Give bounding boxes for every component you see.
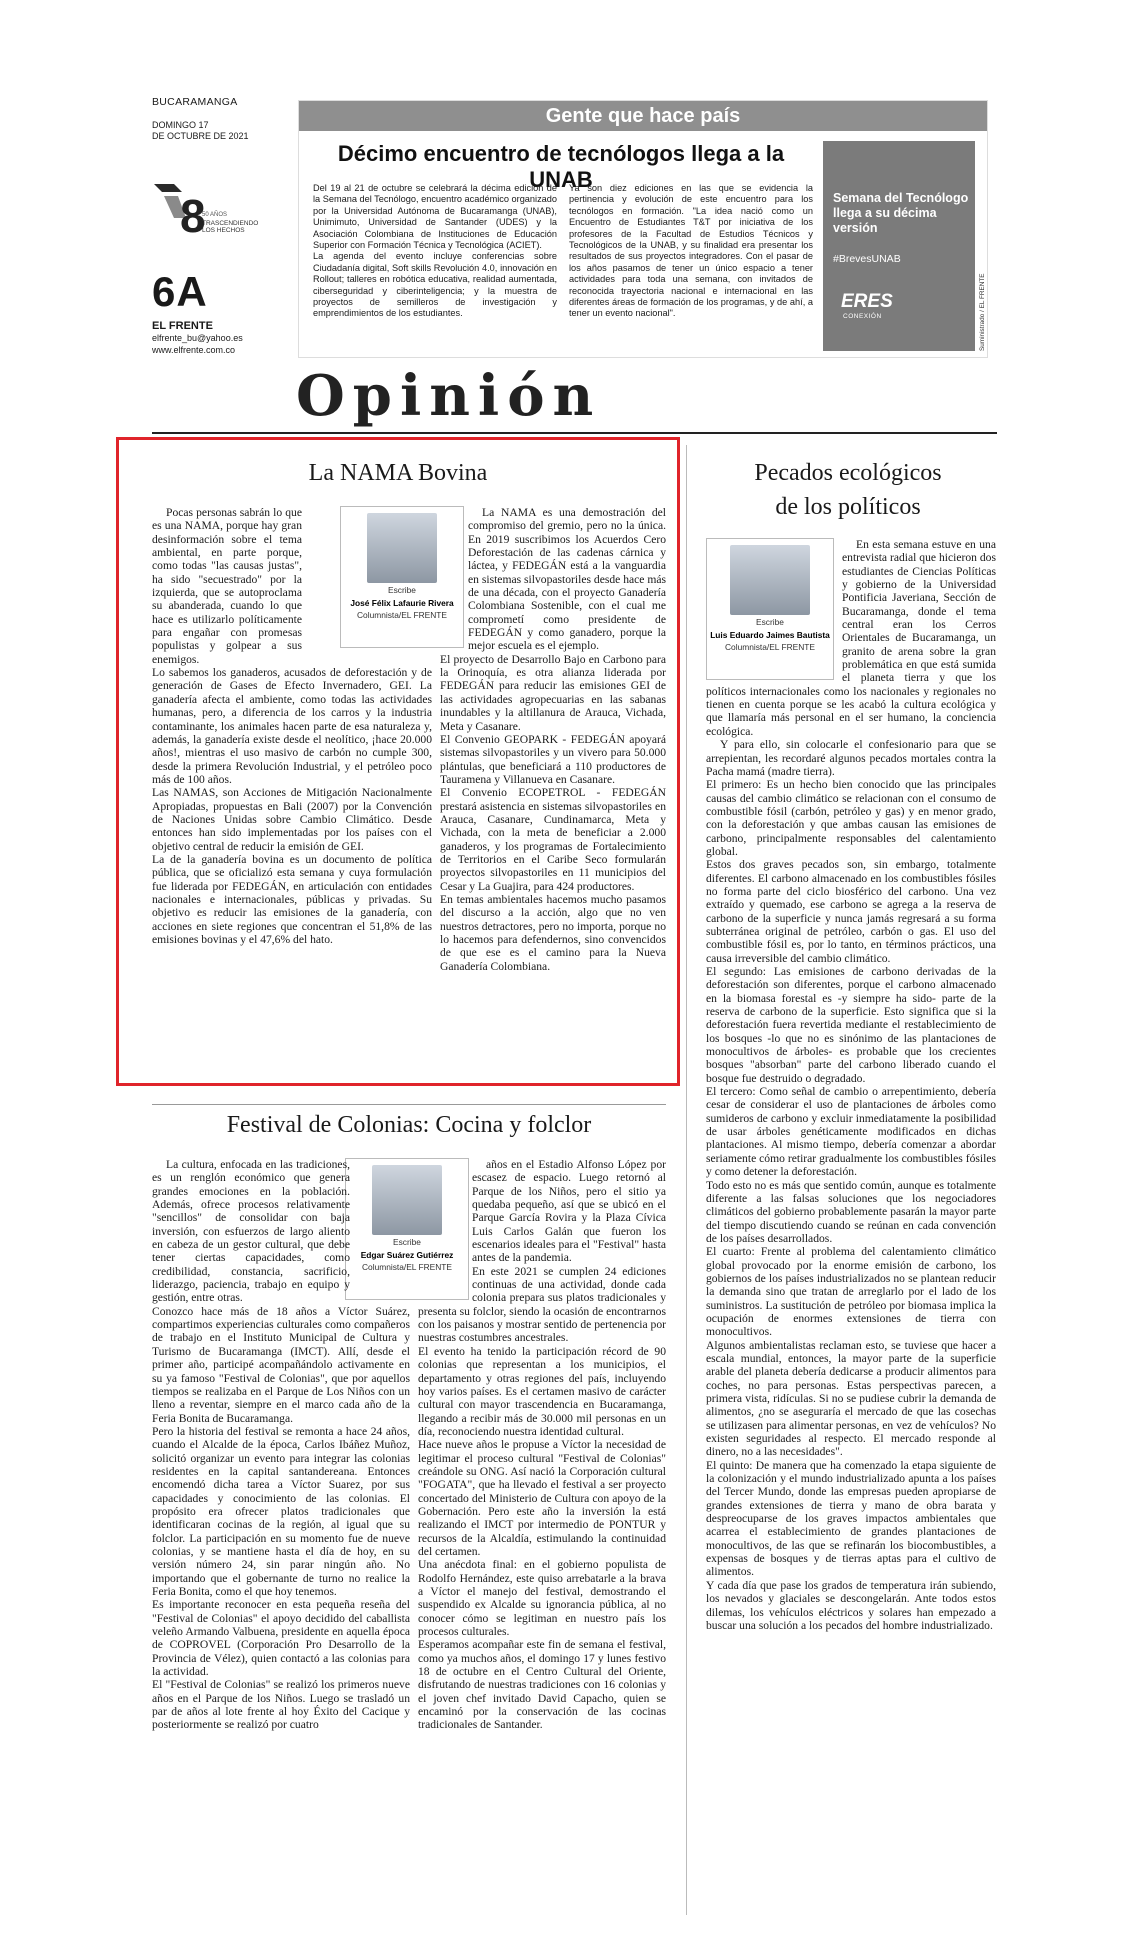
photo-spacer — [350, 1158, 410, 1304]
photo-spacer — [706, 538, 842, 682]
date-line-2: DE OCTUBRE DE 2021 — [152, 131, 249, 141]
author-name: José Félix Lafaurie Rivera — [350, 597, 454, 608]
promo-hashtag: #BrevesUNAB — [833, 253, 901, 265]
author-role: Escribe — [393, 1237, 421, 1247]
article-rule — [152, 1104, 666, 1105]
photo-spacer — [302, 506, 432, 652]
ad-headline: Décimo encuentro de tecnólogos llega a la UNAB — [337, 141, 785, 192]
section-city: BUCARAMANGA — [152, 96, 238, 108]
section-title: Opinión — [296, 363, 602, 429]
photo-spacer — [440, 506, 468, 652]
section-rule — [152, 432, 997, 434]
website-link[interactable]: www.elfrente.com.co — [152, 345, 236, 355]
author-tag: Columnista/EL FRENTE — [357, 610, 447, 620]
contact-email: elfrente_bu@yahoo.es — [152, 333, 243, 343]
article-title-line-1: Pecados ecológicos — [754, 460, 942, 486]
paper-name: EL FRENTE — [152, 320, 213, 332]
promo-title: Semana del Tecnólogo llega a su décima versión — [833, 191, 969, 235]
article-column-1: La cultura, enfocada en las tradiciones, es un renglón económico que genera grandes emociones en la población. Además, ofrece procesos relativamente "sencillos" de consolidar con baja inversión, con esfuerzos de largo aliento en cabeza de un gestor cultural, que debe tener ciertas capacidades, como credibilidad, constancia, sacrificio, liderazgo, paciencia, trabajo en equipo y gestión, entre otras. Conozco hace más de 18 años a Víctor Suárez, compartimos experiencias culturales como compañeros de trabajo en el Instituto Municipal de Cultura y Turismo de Bucaramanga (IMCT). Allí, desde el primer año, participé acompañándolo activamente en su ya famoso "Festival de Colonias", que por aquellos tiempos se realizaba en el Parque de Los Niños con un lleno a reventar, siempre en el marco cada año de la Feria Bonita de Bucaramanga. Pero la historia del festival se remonta a hace 24 años, cuando el Alcalde de la época, Carlos Ibáñez Muñoz, solicitó organizar un evento para integrar las colonias residentes en la capital santandereana. Entonces encomendó dicha tarea a Víctor Suarez, por sus capacidades y conocimiento de las colonias. El propósito era ofrecer platos tradicionales que identificaran cocinas de la región, al igual que su folclor. La participación en su momento fue de nueve colonias, y se mantiene hasta el día de hoy, en su versión número 24, sin parar ningún año. No importando que el gobernante de turno no realice la Feria Bonita, como el que hoy tenemos. Es importante reconocer en esta pequeña reseña del "Festival de Colonias" el apoyo decidido del caballista veleño Armando Valbuena, presidente en aquella época de COPROVEL (Corporación Pro Desarrollo de la Provincia de Vélez), quien contactó a las colonias para la actividad. El "Festival de Colonias" se realizó los primeros nueve años en el Parque de los Niños. Luego se trasladó un par de años al lote frente al hoy Éxito del Cacique y posteriormente se realizó por cuatro — [152, 1158, 410, 1732]
eres-logo-sub: CONEXIÓN — [843, 313, 882, 320]
svg-text:8: 8 — [180, 190, 206, 242]
page-number: 6A — [152, 268, 208, 315]
ad-promo-box — [823, 141, 975, 351]
ad-banner: Gente que hace país — [299, 101, 987, 131]
ad-side-credit: Suministrado / EL FRENTE — [979, 273, 986, 351]
eres-logo: ERES — [841, 291, 893, 312]
author-tag: Columnista/EL FRENTE — [362, 1262, 452, 1272]
article-title: La NAMA Bovina — [308, 460, 488, 486]
anniversary-logo — [152, 178, 272, 244]
logo-caption-2: TRASCENDIENDO LOS HECHOS — [202, 220, 259, 234]
article-column-2: años en el Estadio Alfonso López por escasez de espacio. Luego retornó al Parque de los Niños, pero el sitio ya quedaba pequeño, así que se ubicó en el Parque García Rovira y la Plaza Cívica Luis Carlos Galán que fueron los escenarios ideales para el "Festival" hasta antes de la pandemia. En este 2021 se cumplen 24 ediciones continuas de una actividad, donde cada colonia prepara sus platos tradicionales y presenta su folclor, siendo la ocasión de encontrarnos con los paisanos y mostrar sentido de pertenencia por nuestras costumbres ancestrales. El evento ha tenido la participación récord de 90 colonias que representan a los municipios, el departamento y otras regiones del país, incluyendo hoy varios países. Es el certamen masivo de carácter cultural con mayor trascendencia en Bucaramanga, llegando a recibir más de 30.000 mil personas en un día, reconociendo nuestra identidad cultural. Hace nueve años le propuse a Víctor la necesidad de legitimar el proceso cultural "Festival de Colonias" creándole su ONG. Así nació la Corporación cultural "FOGATA", que ha llevado el festival a ser proyecto concertado del Ministerio de Cultura con apoyo de la Gobernación. Pero este año la inversión la está realizando el IMCT por intermedio de PONTUR y recursos de la Alcaldía, estimulando la continuidad del certamen. Una anécdota final: en el gobierno populista de Rodolfo Hernández, este quiso arrebatarle a la brava a Víctor el manejo del festival, demostrando el suspendido ex Alcalde su ignorancia pública, al no conocer cómo se legitiman en nuestro país los procesos culturales. Esperamos acompañar este fin de semana el festival, como ya muchos años, el domingo 17 y lunes festivo 18 de octubre en el Centro Cultural del Oriente, disfrutando de nuestras tradiciones con 16 colonias y el joven chef invitado David Capacho, quien se encaminó por la conservación de las cocinas tradicionales de Santander. — [418, 1158, 666, 1732]
author-name: Edgar Suárez Gutiérrez — [360, 1249, 454, 1260]
ad-column-1: Del 19 al 21 de octubre se celebrará la décima edición de la Semana del Tecnólogo, encuentro académico organizado por la Universidad Autónoma de Bucaramanga (UNAB), Unimimuto, Universidad de Santander (UDES) y la Asociación Colombiana de Instituciones de Educación Superior con Formación Técnica y Tecnológica (ACIET). La agenda del evento incluye conferencias sobre Ciudadanía digital, Soft skills Revolución 4.0, innovación en Rollout; talleres en robótica educativa, realidad aumentada, ciberseguridad y ciberinteligencia; y la muestra de proyectos de semilleros de investigación y emprendimientos de los estudiantes. — [313, 183, 557, 319]
article-title-line-2: de los políticos — [775, 494, 921, 520]
unab-ad — [298, 100, 988, 358]
author-role: Escribe — [388, 585, 416, 595]
date-line-1: DOMINGO 17 — [152, 120, 209, 130]
column-divider — [686, 445, 687, 1915]
article-column-1: Pocas personas sabrán lo que es una NAMA, porque hay gran desinformación sobre el tema ambiental, en parte porque, como todas "las causas justas", ha sido "secuestrado" por la izquierda, que se autoproclama su abanderada, cuando lo que hace es utilizarlo políticamente para engañar con promesas populistas y golpear a sus enemigos. Lo sabemos los ganaderos, acusados de deforestación y de generación de Gases de Efecto Invernadero, GEI. La ganadería afecta el ambiente, como todas las actividades humanas, pero, a diferencia de los carros y la industria contaminante, los animales hacen parte de esa naturaleza y, además, la ganadería existe desde el neolítico, ¡hace 20.000 años!, mientras el uso masivo de carbón no cumple 300, desde la primera Revolución Industrial, y el petróleo poco más de 100 años. Las NAMAS, son Acciones de Mitigación Nacionalmente Apropiadas, propuestas en Bali (2007) por la Convención de Naciones Unidas sobre Cambio Climático. Desde entonces han sido implementadas por los países con el objetivo central de reducir la emisión de GEI. La de la ganadería bovina es un documento de política pública, que se oficializó esta semana y cuya formulación fue liderada por FEDEGÁN, en articulación con entidades nacionales e internacionales, públicas y privadas. Su objetivo es reducir las emisiones de la ganadería, con acciones en siete regiones que concentran el 51,8% de las emisiones bovinas y el 47,6% del hato. — [152, 506, 432, 946]
article-column: En esta semana estuve en una entrevista radial que hicieron dos estudiantes de Ciencias Políticas y gobierno de la Universidad Pontificia Javeriana, Sección de Bucaramanga, donde el tema central eran los Cerros Orientales de Bucaramanga, un granito de arena sobre la gran problemática en que está sumida el planeta tierra y que los políticos internacionales como los nacionales y regionales no tienen en cuenta porque se les acabó la cultura ecológica y que llamaría más personal en el ser humano, la conciencia ecológica. Y para ello, sin colocarle el confesionario para que se arrepientan, les recordaré algunos pecados mortales contra la Pacha mamá (madre tierra). El primero: Es un hecho bien conocido que las principales causas del cambio climático se relacionan con el consumo de combustible fósil (carbón, petróleo y gas) y en menor grado, con la deforestación y que ambas causan las emisiones de carbono, principalmente responsables del calentamiento global. Estos dos graves pecados son, sin embargo, totalmente diferentes. El carbono almacenado en los combustibles fósiles no forma parte del ciclo biosférico del carbono. Una vez extraído y quemado, ese carbono se agrega a la reserva de carbono de la superficie y nunca jamás regresará a su forma subterránea original de petróleo, carbón o gas. El uso del combustible fósil es, por lo tanto, en términos prácticos, una causa irreversible del cambio climático. El segundo: Las emisiones de carbono derivadas de la deforestación son diferentes, porque el carbono almacenado en la biomasa forestal es -y siempre ha sido- parte de la reserva de carbono de la superficie. Esto significa que si la deforestación fuera revertida mediante el restablecimiento de los bosques -lo que no es sinónimo de las plantaciones de monocultivos de árboles- es probable que los crecientes bosques "absorban" parte del carbono liberado cuando el bosque fue destruido o degradado. El tercero: Como señal de cambio o arrepentimiento, debería cesar de considerar el uso de plantaciones de árboles como sumideros de carbono y excluir inmediatamente la posibilidad de usar árboles genéticamente modificados en dichas plantaciones. Al mismo tiempo, debería comenzar a abordar seriamente cómo retirar gradualmente los combustibles fósiles y como detener la deforestación. Todo esto no es más que sentido común, aunque es totalmente diferente a las falsas soluciones que los negociadores climáticos del gobierno probablemente pasarán la mayor parte del tiempo discutiendo cuando se reúnan en cada convención de los países desarrollados. El cuarto: Frente al problema del calentamiento climático global provocado por la enorme emisión de carbono, los gobiernos de los países industrializados no se plantean reducir la demanda sino que tratan de arreglarlo por el lado de los suministros. La sustitución de petróleo por biomasa implica la ocupación de enormes extensiones de tierra con monocultivos. Algunos ambientalistas reclaman esto, se tuviese que hacer a escala mundial, entonces, la mayor parte de la superficie arable del planeta debería dedicarse a producir alimentos para coches, no para personas. Estas perspectivas parecen, a primera vista, ridículas. Si no se pudiese cubrir la demanda de alimentos, ¿no se aseguraría el mercado de que las cosechas se utilizasen para alimentar personas, en vez de vehículos? No existen seguridades al respecto. El mercado responde al dinero, no a las necesidades". El quinto: De manera que ha comenzado la etapa siguiente de la colonización y el mundo industrializado apunta a los países del Tercer Mundo, donde las empresas pueden apropiarse de grandes extensiones de tierra y mano de obra barata y despreocuparse de los graves impactos ambientales que acarrea el establecimiento de grandes plantaciones de monocultivos, de las que se refinarán los biocombustibles, a expensas de bosques y de tierras aptas para el cultivo de alimentos. Y cada día que pase los grados de temperatura irán subiendo, los nevados y glaciales se descongelarán. Ante todos estos dilemas, los vehículos eléctricos y solares han empezado a buscar una solución a los pecados del hombre industrializado. — [706, 538, 996, 1632]
logo-caption-1: 50 AÑOS — [202, 212, 228, 218]
article-column-2: La NAMA es una demostración del compromiso del gremio, pero no la única. En 2019 suscribimos los Acuerdos Cero Deforestación de las cadenas cárnica y láctea, y FEDEGÁN está a la vanguardia en sistemas silvopastoriles desde hace más de una década, con el proyecto Ganadería Colombiana Sostenible, con el cual me comprometí como presidente de FEDEGÁN y como ganadero, porque la mejor escuela es el ejemplo. El proyecto de Desarrollo Bajo en Carbono para la Orinoquía, es otra alianza liderada por FEDEGÁN para reducir las emisiones GEI de las actividades agropecuarias en las sabanas inundables y la altillanura de Arauca, Vichada, Meta y Casanare. El Convenio GEOPARK - FEDEGÁN apoyará sistemas silvopastoriles y un vivero para 50.000 plántulas, que beneficiará a 110 productores de Tauramena y Villanueva en Casanare. El Convenio ECOPETROL - FEDEGÁN prestará asistencia en sistemas silvopastoriles en Arauca, Casanare, Cundinamarca, Meta y Vichada, con la meta de beneficiar a 2.000 ganaderos, y los programas de Fortalecimiento de Territorios en el Caribe Seco formularán proyectos silvopastoriles en 11 municipios del Cesar y La Guajira, para 424 productores. En temas ambientales hacemos mucho pasamos del discurso a la acción, algo que no ven nuestros detractores, pero no importa, porque no lo hacemos para defendernos, sino convencidos de que ese es el camino para la Nueva Ganadería Colombiana. — [440, 506, 666, 973]
ad-column-2: Ya son diez ediciones en las que se evidencia la pertinencia y evolución de este encuentro para los tecnólogos en formación. "La idea nació como un Encuentro de Estudiantes T&T por iniciativa de los profesores de la Facultad de Estudios Técnicos y Tecnológicos de la UNAB, y su finalidad era presentar los resultados de sus proyectos integradores. Con el pasar de los años pasamos de tener un único espacio a tener actividades para toda una semana, con invitados de reconocida trayectoria nacional e internacional en las diferentes áreas de formación de los programas, y de ahí, a tener un evento nacional". — [569, 183, 813, 319]
article-title: Festival de Colonias: Cocina y folclor — [226, 1112, 592, 1138]
author-name: Luis Eduardo Jaimes Bautista — [710, 629, 830, 640]
author-role: Escribe — [756, 617, 784, 627]
photo-spacer — [418, 1158, 472, 1304]
author-tag: Columnista/EL FRENTE — [725, 642, 815, 652]
